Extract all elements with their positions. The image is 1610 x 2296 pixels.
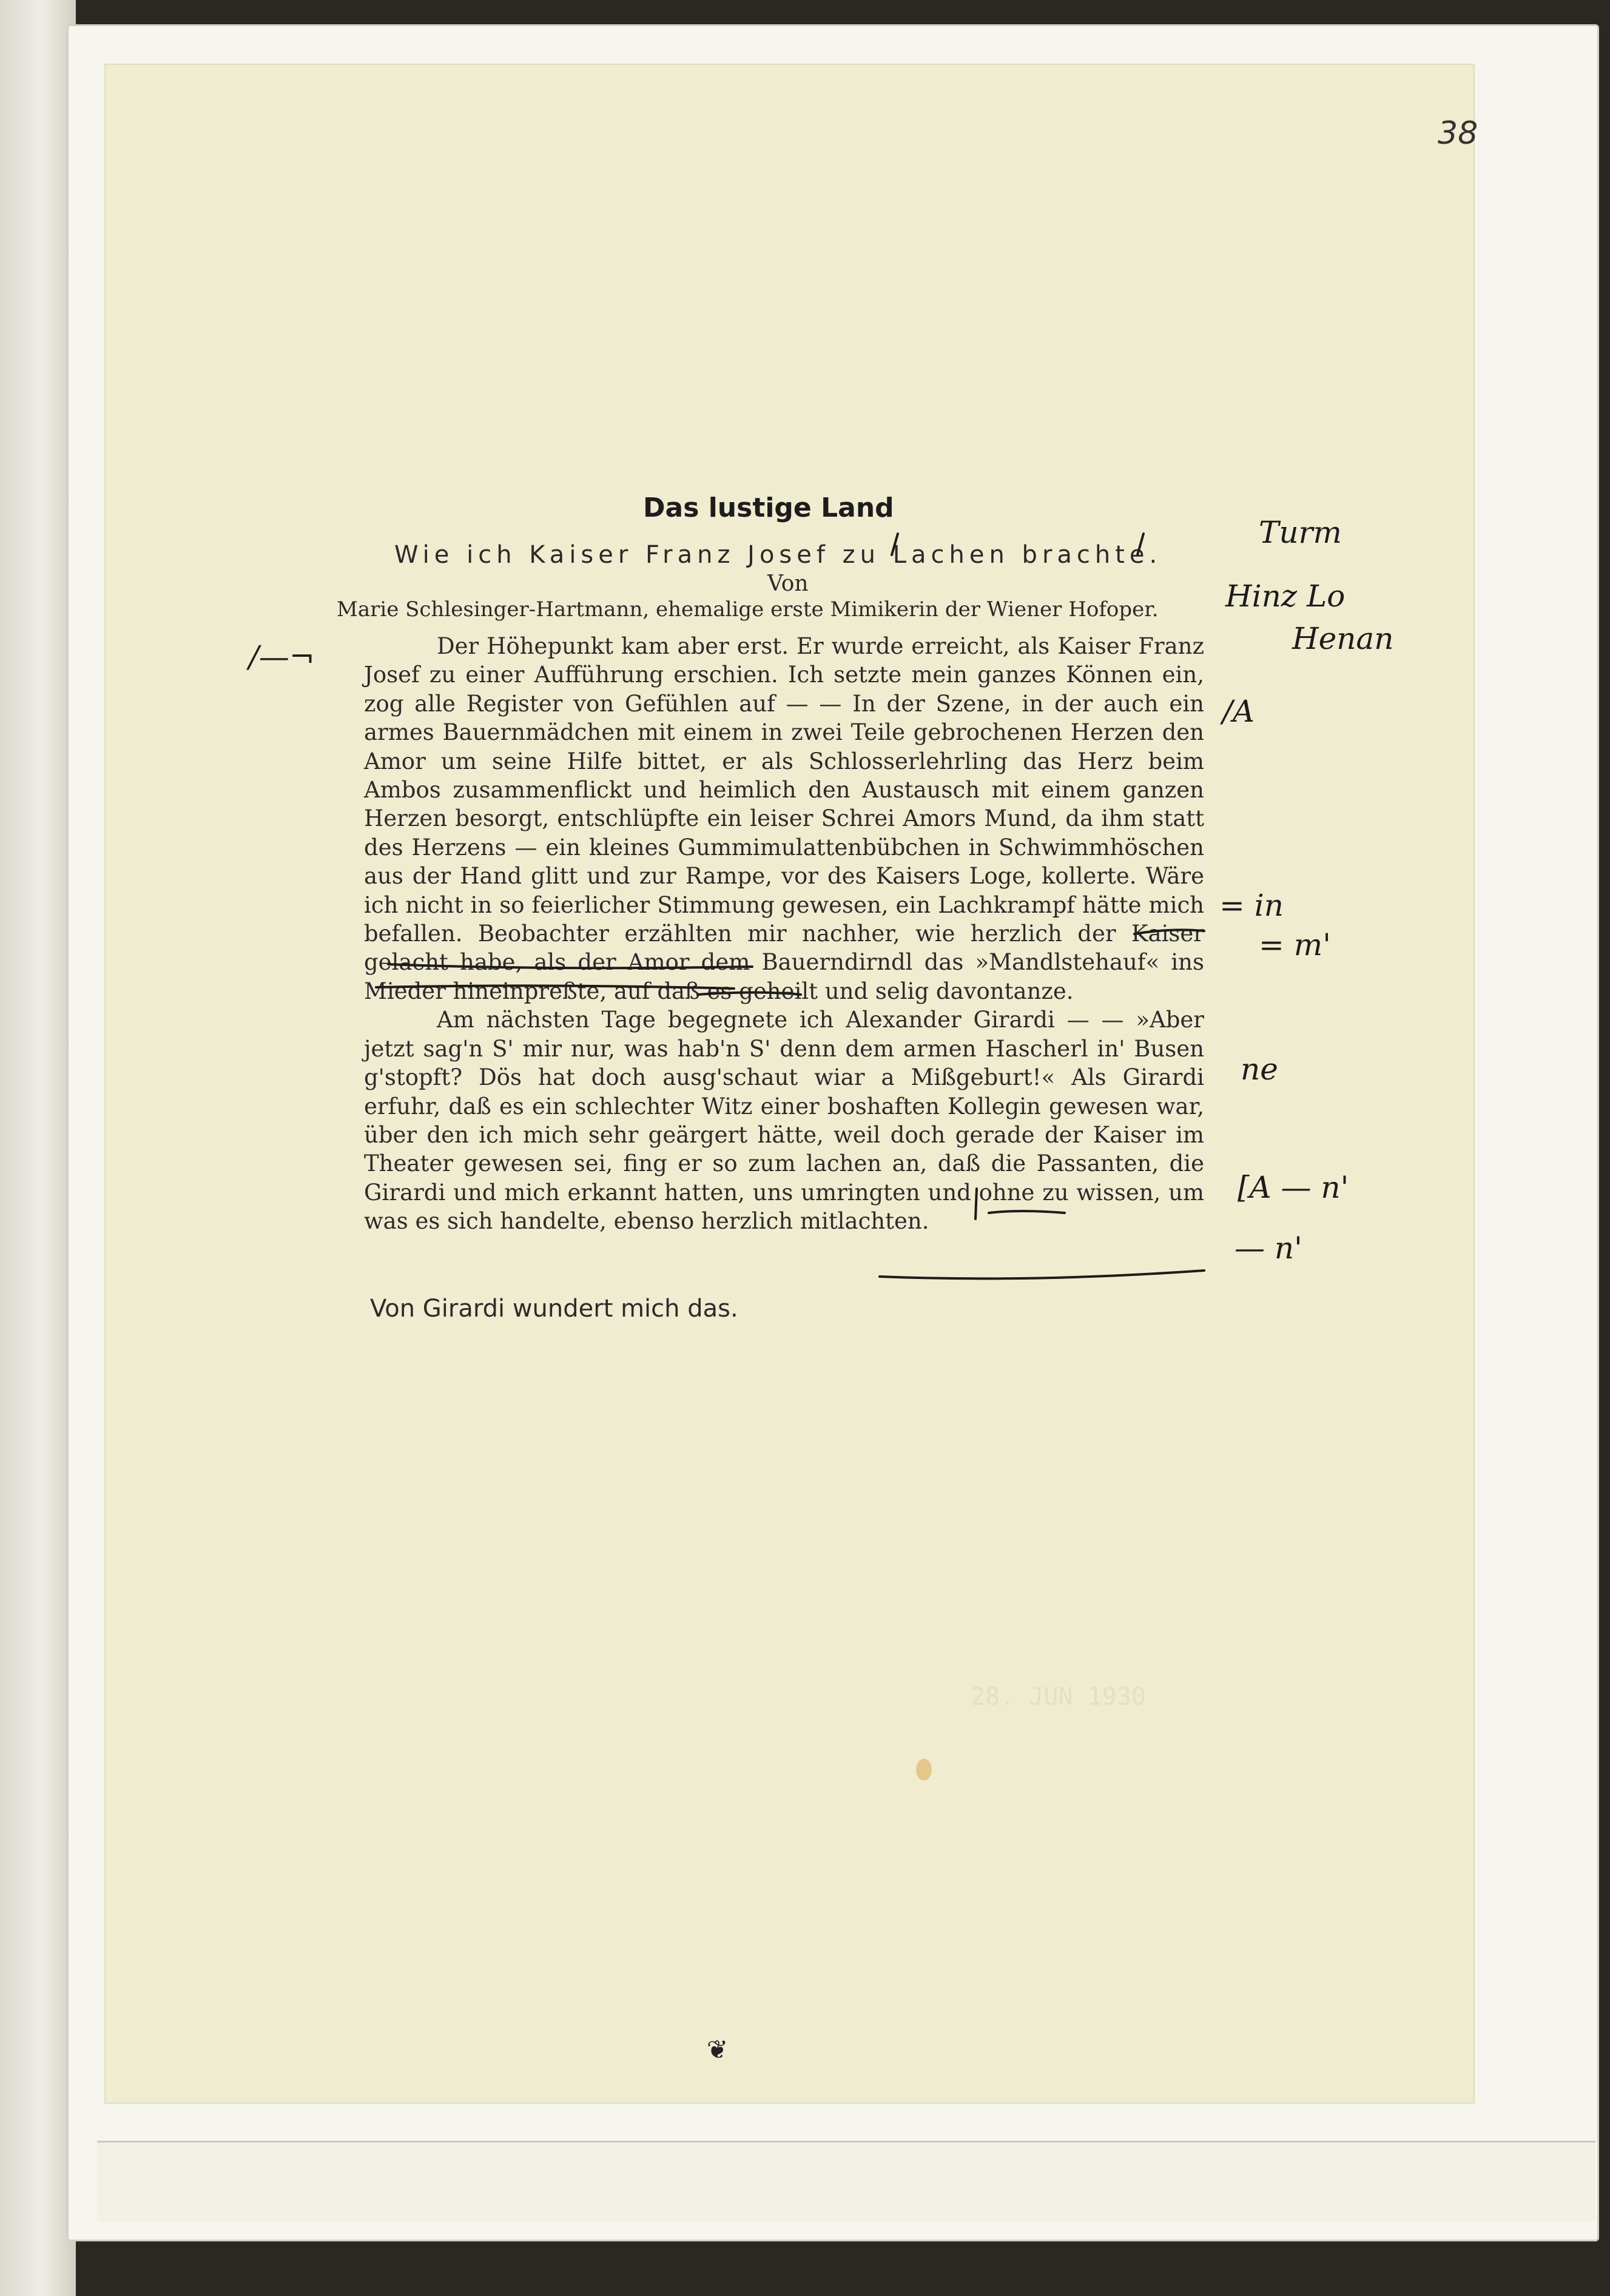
article-subtitle: Wie ich Kaiser Franz Josef zu Lachen brachte.: [394, 541, 1162, 569]
insertion-stroke: [975, 1189, 977, 1219]
margin-note: Turm: [1259, 515, 1342, 550]
underline-lachen: [989, 1211, 1065, 1213]
margin-note: Henan: [1292, 621, 1394, 656]
deletion-mark-zu: [892, 534, 898, 555]
faded-date-stamp: 28. JUN 1930: [971, 1683, 1146, 1711]
margin-note: = in: [1219, 888, 1284, 923]
article-paragraph: Am nächsten Tage begegnete ich Alexander Girardi — — »Aber jetzt sag'n S' mir nur, was hab'n S' denn dem armen Hascherl in' Busen g'stopft? Dös hat doch ausg'schaut wiar a Mißgeburt!« Als Girardi erfuhr, daß es ein schlechter Witz einer boshaften Kollegin gewesen war, über den ich mich sehr geärgert hätte, weil doch gerade der Kaiser im Theater gewesen sei, fing er so zum lachen an, daß die Passanten, die Girardi und mich erkannt hatten, uns umringten und ohne zu wissen, um was es sich handelte, ebenso herzlich mitlachten.: [364, 1007, 1204, 1235]
underline-mitlachten: [880, 1271, 1204, 1278]
margin-note: /—¬: [249, 639, 315, 674]
article-headline: Das lustige Land: [643, 492, 894, 523]
margin-note: /A: [1222, 694, 1255, 729]
margin-note: [A — n': [1238, 1170, 1349, 1205]
margin-note: — n': [1234, 1230, 1302, 1266]
page-number: 38: [1438, 115, 1478, 152]
fold-mark: ❦: [707, 2035, 729, 2064]
underline-lachkrampf: [1134, 930, 1204, 934]
closing-line: Von Girardi wundert mich das.: [370, 1295, 738, 1323]
underline-hineinpresste: [698, 993, 801, 995]
article-author: Marie Schlesinger-Hartmann, ehemalige erste Mimikerin der Wiener Hofoper.: [337, 597, 1159, 622]
underline-kaiser-gelacht: [376, 985, 734, 989]
underline-kaiser-gelacht-2: [388, 964, 752, 968]
byline-von: Von: [767, 571, 809, 596]
article-paragraph: Der Höhepunkt kam aber erst. Er wurde erreicht, als Kaiser Franz Josef zu einer Aufführung erschien. Ich setzte mein ganzes Können ein, zog alle Register von Gefühlen auf — — In der Szene, in der auch ein armes Bauernmädchen mit einem in zwei Teile gebrochenen Herzen den Amor um seine Hilfe bittet, er als Schlosserlehrling das Herz beim Ambos zusammenflickt und heimlich den Austausch mit einem ganzen Herzen besorgt, entschlüpfte ein leiser Schrei Amors Mund, da ihm statt des Herzens — ein kleines Gummimulattenbübchen in Schwimmhöschen aus der Hand glitt und zur Rampe, vor des Kaisers Loge, kollerte. Wäre ich nicht in so feierlicher Stimmung gewesen, ein Lachkrampf hätte mich befallen. Beobachter erzählten mir nachher, wie herzlich der Kaiser gelacht habe, als der Amor dem Bauerndirndl das »Mandlstehauf« ins Mieder hineinpreßte, auf daß es geheilt und selig davontanze.: [364, 633, 1204, 1004]
margin-note: ne: [1241, 1052, 1278, 1087]
deletion-mark-brachte: [1137, 534, 1144, 555]
margin-note: Hinz Lo: [1225, 579, 1346, 614]
margin-note: = m': [1259, 927, 1331, 962]
